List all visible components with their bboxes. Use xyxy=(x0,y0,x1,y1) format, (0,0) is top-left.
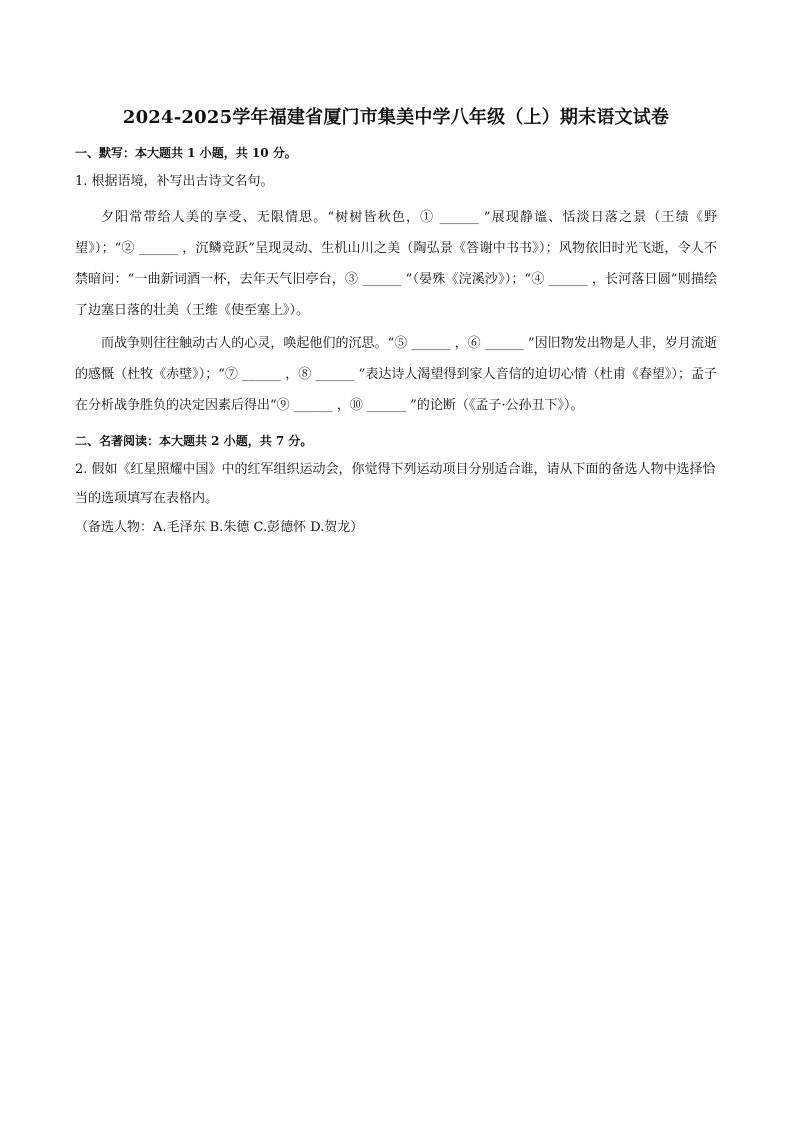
exam-document xyxy=(75,103,717,540)
question-1-paragraph-war: 而战争则往往触动古人的心灵，唤起他们的沉思。“⑤ ______ ，⑥ ______ ”因旧物发出物是人非，岁月流逝的感慨（杜牧《赤壁》）；“⑦ ______ ，⑧ ______ ”表达诗人渴望得到家人音信的迫切心情（杜甫《春望》）；孟子在分析战争胜负的决定因素后得出“⑨ ______ ，⑩ ______ ”的论断（《孟子·公孙丑下》）。 xyxy=(75,336,717,413)
question-2-prompt: 2. 假如《红星照耀中国》中的红军组织运动会，你觉得下列运动项目分别适合谁，请从下面的备选人物中选择恰当的选项填写在表格内。 xyxy=(75,462,716,506)
section-dictation xyxy=(75,141,717,421)
question-1-prompt: 1. 根据语境，补写出古诗文名句。 xyxy=(75,174,274,189)
section-heading-dictation: 一、默写：本大题共 1 小题，共 10 分。 xyxy=(75,146,297,160)
question-1-paragraph-sunset: 夕阳常带给人美的享受、无限情思。“树树皆秋色，① ______ ”展现静谧、恬淡日落之景（王绩《野望》）；“② ______ ，沉鳞竞跃”呈现灵动、生机山川之美（陶弘景《答谢中书书》）；风物依旧时光飞逝，令人不禁暗问：“一曲新词酒一杯，去年天气旧亭台，③ ______ ”（晏殊《浣溪沙》）；“④ ______ ，长河落日圆”则描绘了边塞日落的壮美（王维《使至塞上》）。 xyxy=(75,210,717,318)
section-heading-classic-reading: 二、名著阅读：本大题共 2 小题，共 7 分。 xyxy=(75,434,313,448)
exam-title: 2024-2025学年福建省厦门市集美中学八年级（上）期末语文试卷 xyxy=(122,107,670,128)
section-classic-reading xyxy=(75,429,717,540)
question-2-candidate-options: （备选人物：A.毛泽东 B.朱德 C.彭德怀 D.贺龙） xyxy=(75,520,364,535)
